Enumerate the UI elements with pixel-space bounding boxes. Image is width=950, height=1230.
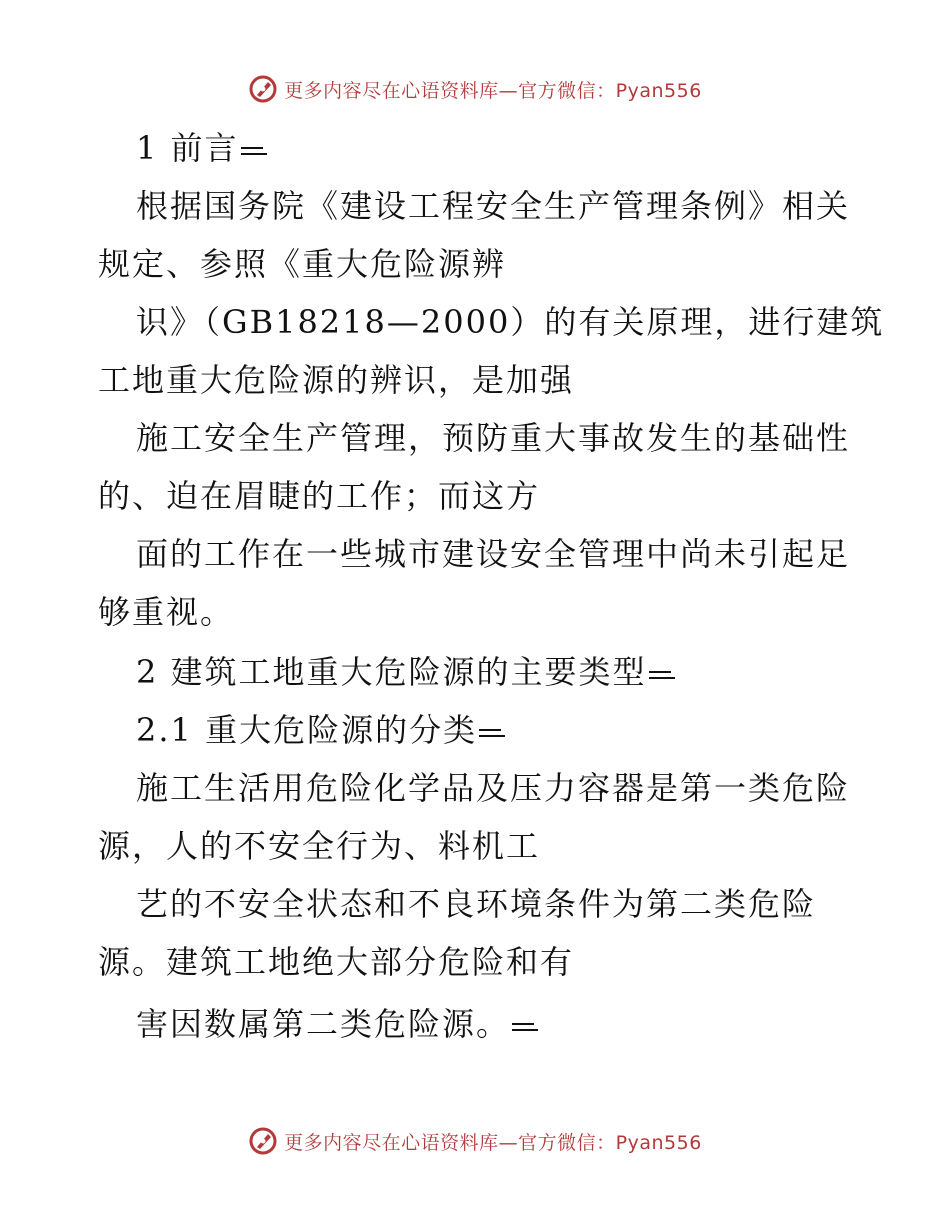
paragraph-mark-icon [649, 665, 675, 685]
paragraph-line: 识》（GB18218—2000）的有关原理，进行建筑 [136, 303, 885, 341]
paragraph-mark-icon [241, 141, 267, 161]
paragraph-line: 施工安全生产管理，预防重大事故发生的基础性 [136, 419, 851, 457]
heading-main-types: 2 建筑工地重大危险源的主要类型 [136, 652, 675, 692]
paragraph-line: 源，人的不安全行为、料机工 [98, 827, 541, 865]
paragraph-line: 施工生活用危险化学品及压力容器是第一类危险 [136, 769, 851, 807]
pen-circle-icon [248, 74, 278, 104]
paragraph-line: 的、迫在眉睫的工作；而这方 [98, 477, 541, 515]
pen-circle-icon [248, 1126, 278, 1156]
paragraph-line: 工地重大危险源的辨识，是加强 [98, 361, 575, 399]
paragraph-mark-icon [479, 723, 505, 743]
watermark-text: 更多内容尽在心语资料库—官方微信：Pyan556 [284, 1131, 702, 1154]
watermark-footer [0, 1124, 950, 1158]
paragraph-line: 艺的不安全状态和不良环境条件为第二类危险 [136, 885, 817, 923]
heading-classification: 2.1 重大危险源的分类 [136, 710, 505, 750]
paragraph-line: 害因数属第二类危险源。 [136, 1004, 538, 1044]
heading-preface: 1 前言 [136, 128, 267, 168]
paragraph-mark-icon [512, 1017, 538, 1037]
watermark-header [0, 72, 950, 106]
watermark-text: 更多内容尽在心语资料库—官方微信：Pyan556 [284, 79, 702, 102]
paragraph-line: 规定、参照《重大危险源辨 [98, 245, 507, 283]
paragraph-line: 源。建筑工地绝大部分危险和有 [98, 943, 575, 981]
paragraph-line: 面的工作在一些城市建设安全管理中尚未引起足 [136, 535, 851, 573]
paragraph-line: 够重视。 [98, 593, 235, 631]
paragraph-line: 根据国务院《建设工程安全生产管理条例》相关 [136, 187, 851, 225]
